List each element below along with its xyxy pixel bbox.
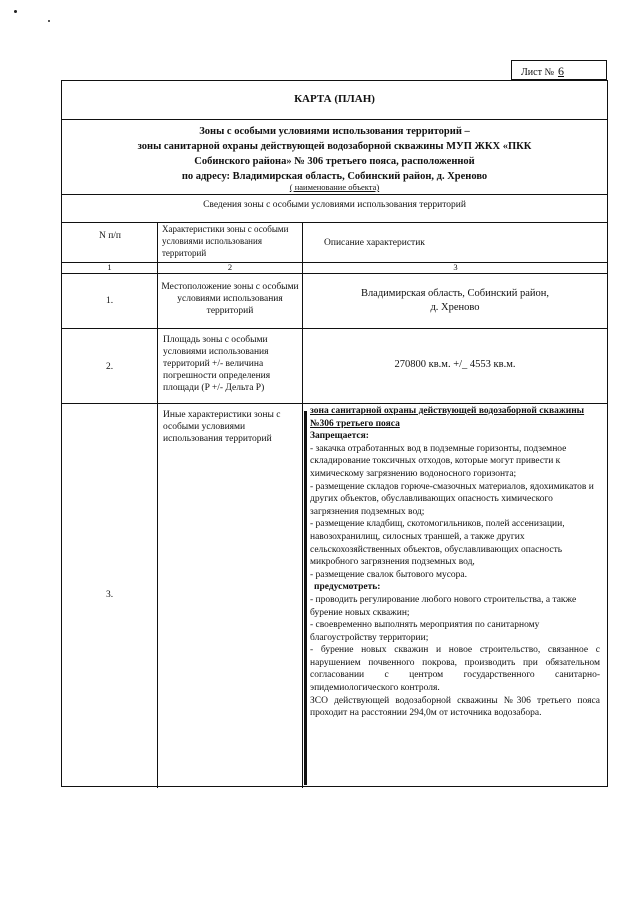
document-table [61,80,608,787]
prohibited-item: - размещение свалок бытового мусора. [310,569,468,580]
provide-label: предусмотреть: [314,582,381,593]
col-number: 3 [453,262,458,272]
column-divider [302,222,303,788]
section-title: Сведения зоны с особыми условиями использования территорий [203,200,466,210]
row-description [305,287,605,315]
row-characteristic: Местоположение зоны с особыми условиями использования территорий [161,282,299,316]
divider [62,194,607,195]
row-number: 3. [105,590,114,600]
zone-title [72,124,597,184]
zone-title-line: Зоны с особыми условиями использования территорий – [199,126,470,137]
zone-heading: зона санитарной охраны действующей водозаборной скважины №306 третьего пояса [310,406,585,429]
sheet-label: Лист № [521,67,554,78]
row-characteristic: Иные характеристики зоны с особыми условиями использования территорий [163,410,281,444]
header-n: N п/п [98,231,122,241]
divider [62,328,607,329]
provide-item: - бурение новых скважин и новое строительство, связанное с нарушением почвенного покрова, производить при обязательном согласовании с центром государственного санитарно-эпидемиологического контроля. [310,645,600,694]
column-divider [157,222,158,788]
col-number: 2 [227,262,233,272]
zone-title-note: ( наименование объекта) [289,182,380,192]
divider [62,273,607,274]
row-description: 270800 кв.м. +/_ 4553 кв.м. [394,359,516,370]
header-characteristic: Характеристики зоны с особыми условиями использования территорий [162,224,289,258]
scan-speck [48,20,50,22]
description-line: д. Хреново [430,302,480,313]
sheet-number-box [511,60,607,80]
description-line: Владимирская область, Собинский район, [360,288,550,299]
divider [62,222,607,223]
row-description [310,405,600,720]
row-number: 2. [105,362,114,372]
highlight-bar [304,411,307,785]
prohibited-item: - размещение кладбищ, скотомогильников, полей ассенизации, навозохранилищ, силосных траншей, а также других сельскохозяйственных объектов, обуславливающих опасность микробного загрязнения подземных вод, [310,519,565,568]
zone-title-line: Собинского района» № 306 третьего пояса, расположенной [194,156,475,167]
prohibited-item: - закачка отработанных вод в подземные горизонты, подземное складирование токсичных отходов, которые могут привести к химическому загрязнению водоносного горизонта; [310,443,567,479]
header-description: Описание характеристик [324,238,425,248]
prohibited-item: - размещение складов горюче-смазочных материалов, ядохимикатов и других объектов, обуславливающих опасность химического загрязнения подземных вод; [310,481,594,517]
divider [62,119,607,120]
provide-item: - своевременно выполнять мероприятия по санитарному благоустройству территории; [310,620,540,643]
scan-speck [14,10,17,13]
provide-item: - проводить регулирование любого нового строительства, а также бурение новых скважин; [310,594,577,618]
page-title: КАРТА (ПЛАН) [294,93,375,105]
prohibited-label: Запрещается: [310,431,369,442]
zone-title-line: зоны санитарной охраны действующей водозаборной скважины МУП ЖКХ «ПКК [137,141,532,152]
zone-title-line: по адресу: Владимирская область, Собинский район, д. Хреново [181,171,488,182]
distance-text: ЗСО действующей водозаборной скважины №306 третьего пояса проходит на расстоянии 294,0м от источника водозабора. [310,695,600,719]
divider [62,403,607,404]
col-number: 1 [107,262,112,272]
row-characteristic: Площадь зоны с особыми условиями использования территорий +/- величина погрешности определения площади (P +/- Дельта P) [163,335,271,393]
sheet-number: 6 [557,64,564,78]
row-number: 1. [105,296,114,306]
